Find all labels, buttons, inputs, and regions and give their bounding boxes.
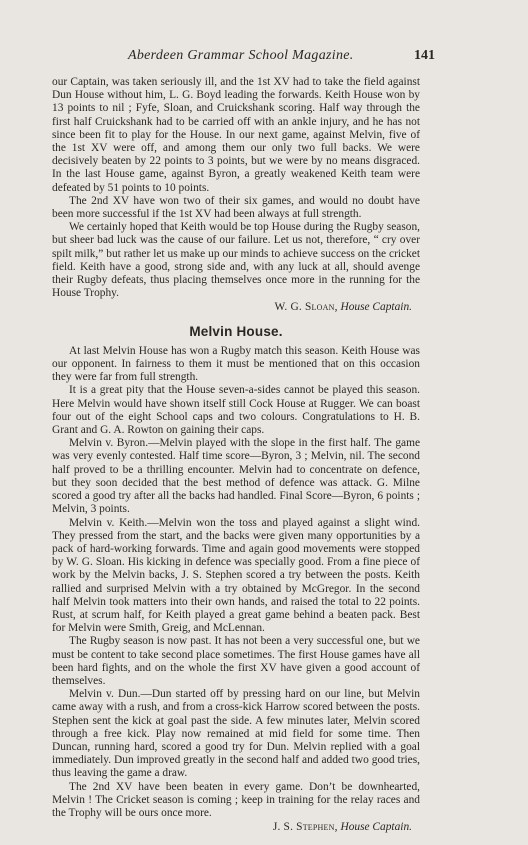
- signature-name: J. S. Stephen,: [272, 821, 338, 834]
- keith-paragraph-3: We certainly hoped that Keith would be top House during the Rugby season, but sheer bad luck was the cause of our failure. Let us not, therefore, “ cry over spilt milk,” but rather let us make up our minds to achieve success on the cricket field. Keith have a good, strong side and, with any luck at all, should avenge their Rugby defeats, thus placing themselves once more in the running for the House Trophy.: [52, 221, 420, 300]
- melvin-paragraph-4: Melvin v. Keith.—Melvin won the toss and played against a slight wind. They pressed from the start, and the backs were given many opportunities by a pack of hard-working forwards. Time and again good movements were stopped by W. G. Sloan. His kicking in defence was specially good. From a fine piece of work by the Melvin backs, J. S. Stephen scored a try between the posts. Keith rallied and surprised Melvin with a try obtained by McGregor. In the second half Melvin took matters into their own hands, and raised the total to 22 points. Rust, at scrum half, for Keith played a great game behind a beaten pack. Best for Melvin were Smith, Greig, and McLennan.: [52, 516, 420, 635]
- keith-paragraph-2: The 2nd XV have won two of their six games, and would no doubt have been more successful if the 1st XV had been always at full strength.: [52, 194, 420, 221]
- melvin-paragraph-5: The Rugby season is now past. It has not been a very successful one, but we must be content to take second place sometimes. The first House games have all been hard fights, and on the whole the first XV have given a good account of themselves.: [52, 635, 420, 687]
- melvin-paragraph-1: At last Melvin House has won a Rugby match this season. Keith House was our opponent. In fairness to them it must be mentioned that on this occasion they were far from full strength.: [52, 344, 420, 384]
- magazine-title: Aberdeen Grammar School Magazine.: [128, 48, 354, 63]
- signature-role: House Captain.: [340, 301, 412, 314]
- melvin-house-report: [52, 325, 420, 835]
- melvin-signature: [52, 821, 420, 834]
- keith-house-report: [52, 76, 420, 315]
- page-number: 141: [414, 48, 435, 63]
- melvin-paragraph-2: It is a great pity that the House seven-a-sides cannot be played this season. Here Melvin would have shown itself still Cock House at Rugger. We can boast four out of the eight School caps and two colours. Congratulations to H. B. Grant and G. A. Rowton on gaining their caps.: [52, 384, 420, 437]
- melvin-paragraph-7: The 2nd XV have been beaten in every game. Don’t be downhearted, Melvin ! The Cricket season is coming ; keep in training for the relay races and the Trophy will be ours once more.: [52, 780, 420, 819]
- keith-signature: [52, 301, 420, 314]
- keith-paragraph-1: our Captain, was taken seriously ill, and the 1st XV had to take the field against Dun House without him, L. G. Boyd leading the forwards. Keith House won by 13 points to nil ; Fyfe, Sloan, and Cruickshank scoring. Half way through the first half Cruickshank had to be carried off with an ankle injury, and he has not since been fit to play for the House. In our next game, against Melvin, five of the 1st XV were off, and among them our only two full backs. We were decisively beaten by 22 points to 3 points, but we were by no means disgraced. In the last House game, against Byron, a greatly weakened Keith team were defeated by 51 points to 10 points.: [52, 76, 420, 194]
- running-header: [0, 48, 528, 68]
- melvin-paragraph-3: Melvin v. Byron.—Melvin played with the slope in the first half. The game was very evenly contested. Half time score—Byron, 3 ; Melvin, nil. The second half proved to be a thrilling encounter. Melvin had to concentrate on defence, but they soon decided that the best method of defence was attack. G. Milne scored a good try after all the backs had handled. Final Score—Byron, 6 points ; Melvin, 3 points.: [52, 437, 420, 516]
- melvin-paragraph-6: Melvin v. Dun.—Dun started off by pressing hard on our line, but Melvin came away with a rush, and from a cross-kick Harrow scored between the posts. Stephen sent the kick at goal past the side. A few minutes later, Melvin scored through a free kick. Play now remained at mid field for some time. Then Duncan, running hard, scored a good try for Dun. Melvin replied with a goal immediately. Dun improved greatly in the second half and added two good tries, thus leaving the game a draw.: [52, 688, 420, 780]
- signature-role: House Captain.: [340, 821, 412, 834]
- signature-name: W. G. Sloan,: [274, 301, 338, 314]
- section-heading: Melvin House.: [189, 323, 283, 339]
- article-body: [52, 76, 420, 834]
